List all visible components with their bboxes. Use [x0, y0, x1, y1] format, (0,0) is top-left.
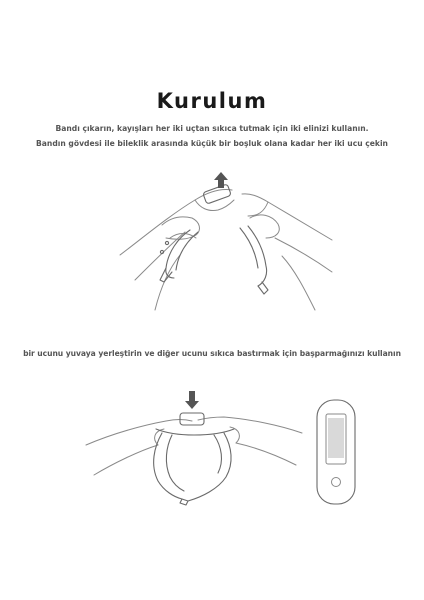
hands-removing-band-icon — [100, 160, 340, 320]
instruction-step-2: Bandın gövdesi ile bileklik arasında küçük bir boşluk olana kadar her iki ucu çekin — [36, 139, 388, 148]
page-title: Kurulum — [156, 89, 268, 113]
hands-inserting-band-icon — [84, 385, 304, 510]
fitness-tracker-icon — [314, 398, 358, 508]
instruction-step-3: bir ucunu yuvaya yerleştirin ve diğer ucunu sıkıca bastırmak için başparmağınızı kullanın — [23, 349, 401, 358]
instruction-step-1: Bandı çıkarın, kayışları her iki uçtan sıkıca tutmak için iki elinizi kullanın. — [55, 124, 369, 133]
